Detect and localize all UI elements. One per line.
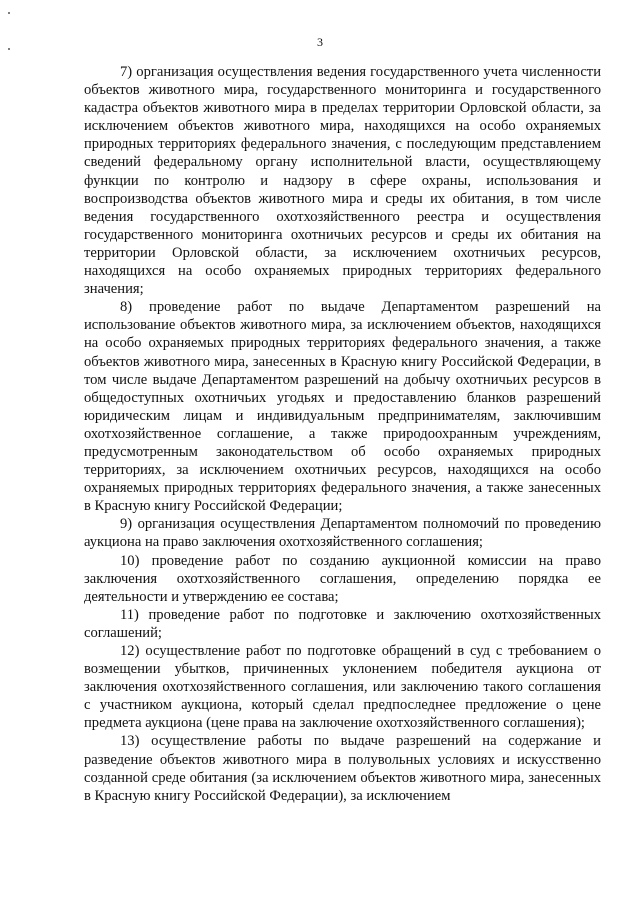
list-item-12: 12) осуществление работ по подготовке обращений в суд с требованием о возмещении убытков, причиненных уклонением победителя аукциона от заключения охотхозяйственного соглашения, или заключению такого соглашения с участником аукциона, который сделал предпоследнее предложение о цене предмета аукциона (цене права на заключение охотхозяйственного соглашения); xyxy=(84,643,601,732)
list-item-8: 8) проведение работ по выдаче Департаментом разрешений на использование объектов животного мира, за исключением объектов, находящихся на особо охраняемых природных территориях федерального значения, а также объектов животного мира, занесенных в Красную книгу Российской Федерации, в том числе выдаче Департаментом разрешений на добычу охотничьих ресурсов в общедоступных охотничьих угодьях и предоставлению бланков разрешений юридическим лицам и индивидуальным предпринимателям, заключившим охотхозяйственное соглашение, а также природоохранным учреждениям, предусмотренным законодательством об особо охраняемых природных территориях, за исключением охотничьих ресурсов, находящихся на особо охраняемых природных территориях федерального значения, а также занесенных в Красную книгу Российской Федерации; xyxy=(84,299,601,515)
list-item-13: 13) осуществление работы по выдаче разрешений на содержание и разведение объектов животного мира в полувольных условиях и искусственно созданной среде обитания (за исключением объектов животного мира, занесенных в Красную книгу Российской Федерации), за исключением xyxy=(84,733,601,804)
list-item-11: 11) проведение работ по подготовке и заключению охотхозяйственных соглашений; xyxy=(84,606,601,641)
list-item-9: 9) организация осуществления Департаментом полномочий по проведению аукциона на право заключения охотхозяйственного соглашения; xyxy=(84,516,601,551)
page-number: 3 xyxy=(317,35,323,49)
document-body xyxy=(84,63,601,805)
list-item-10: 10) проведение работ по созданию аукционной комиссии на право заключения охотхозяйственного соглашения, определению порядка ее деятельности и утверждению ее состава; xyxy=(84,552,601,605)
list-item-7: 7) организация осуществления ведения государственного учета численности объектов животного мира, государственного мониторинга и государственного кадастра объектов животного мира в пределах территории Орловской области, за исключением объектов животного мира, находящихся на особо охраняемых природных территориях федерального значения, с последующим представлением сведений федеральному органу исполнительной власти, осуществляющему функции по контролю и надзору в сфере охраны, использования и воспроизводства объектов животного мира и среды их обитания, в том числе ведения государственного охотхозяйственного реестра и осуществления государственного мониторинга охотничьих ресурсов и среды их обитания на территории Орловской области, за исключением охотничьих ресурсов, находящихся на особо охраняемых природных территориях федерального значения; xyxy=(84,64,601,298)
scan-speck xyxy=(8,12,10,14)
